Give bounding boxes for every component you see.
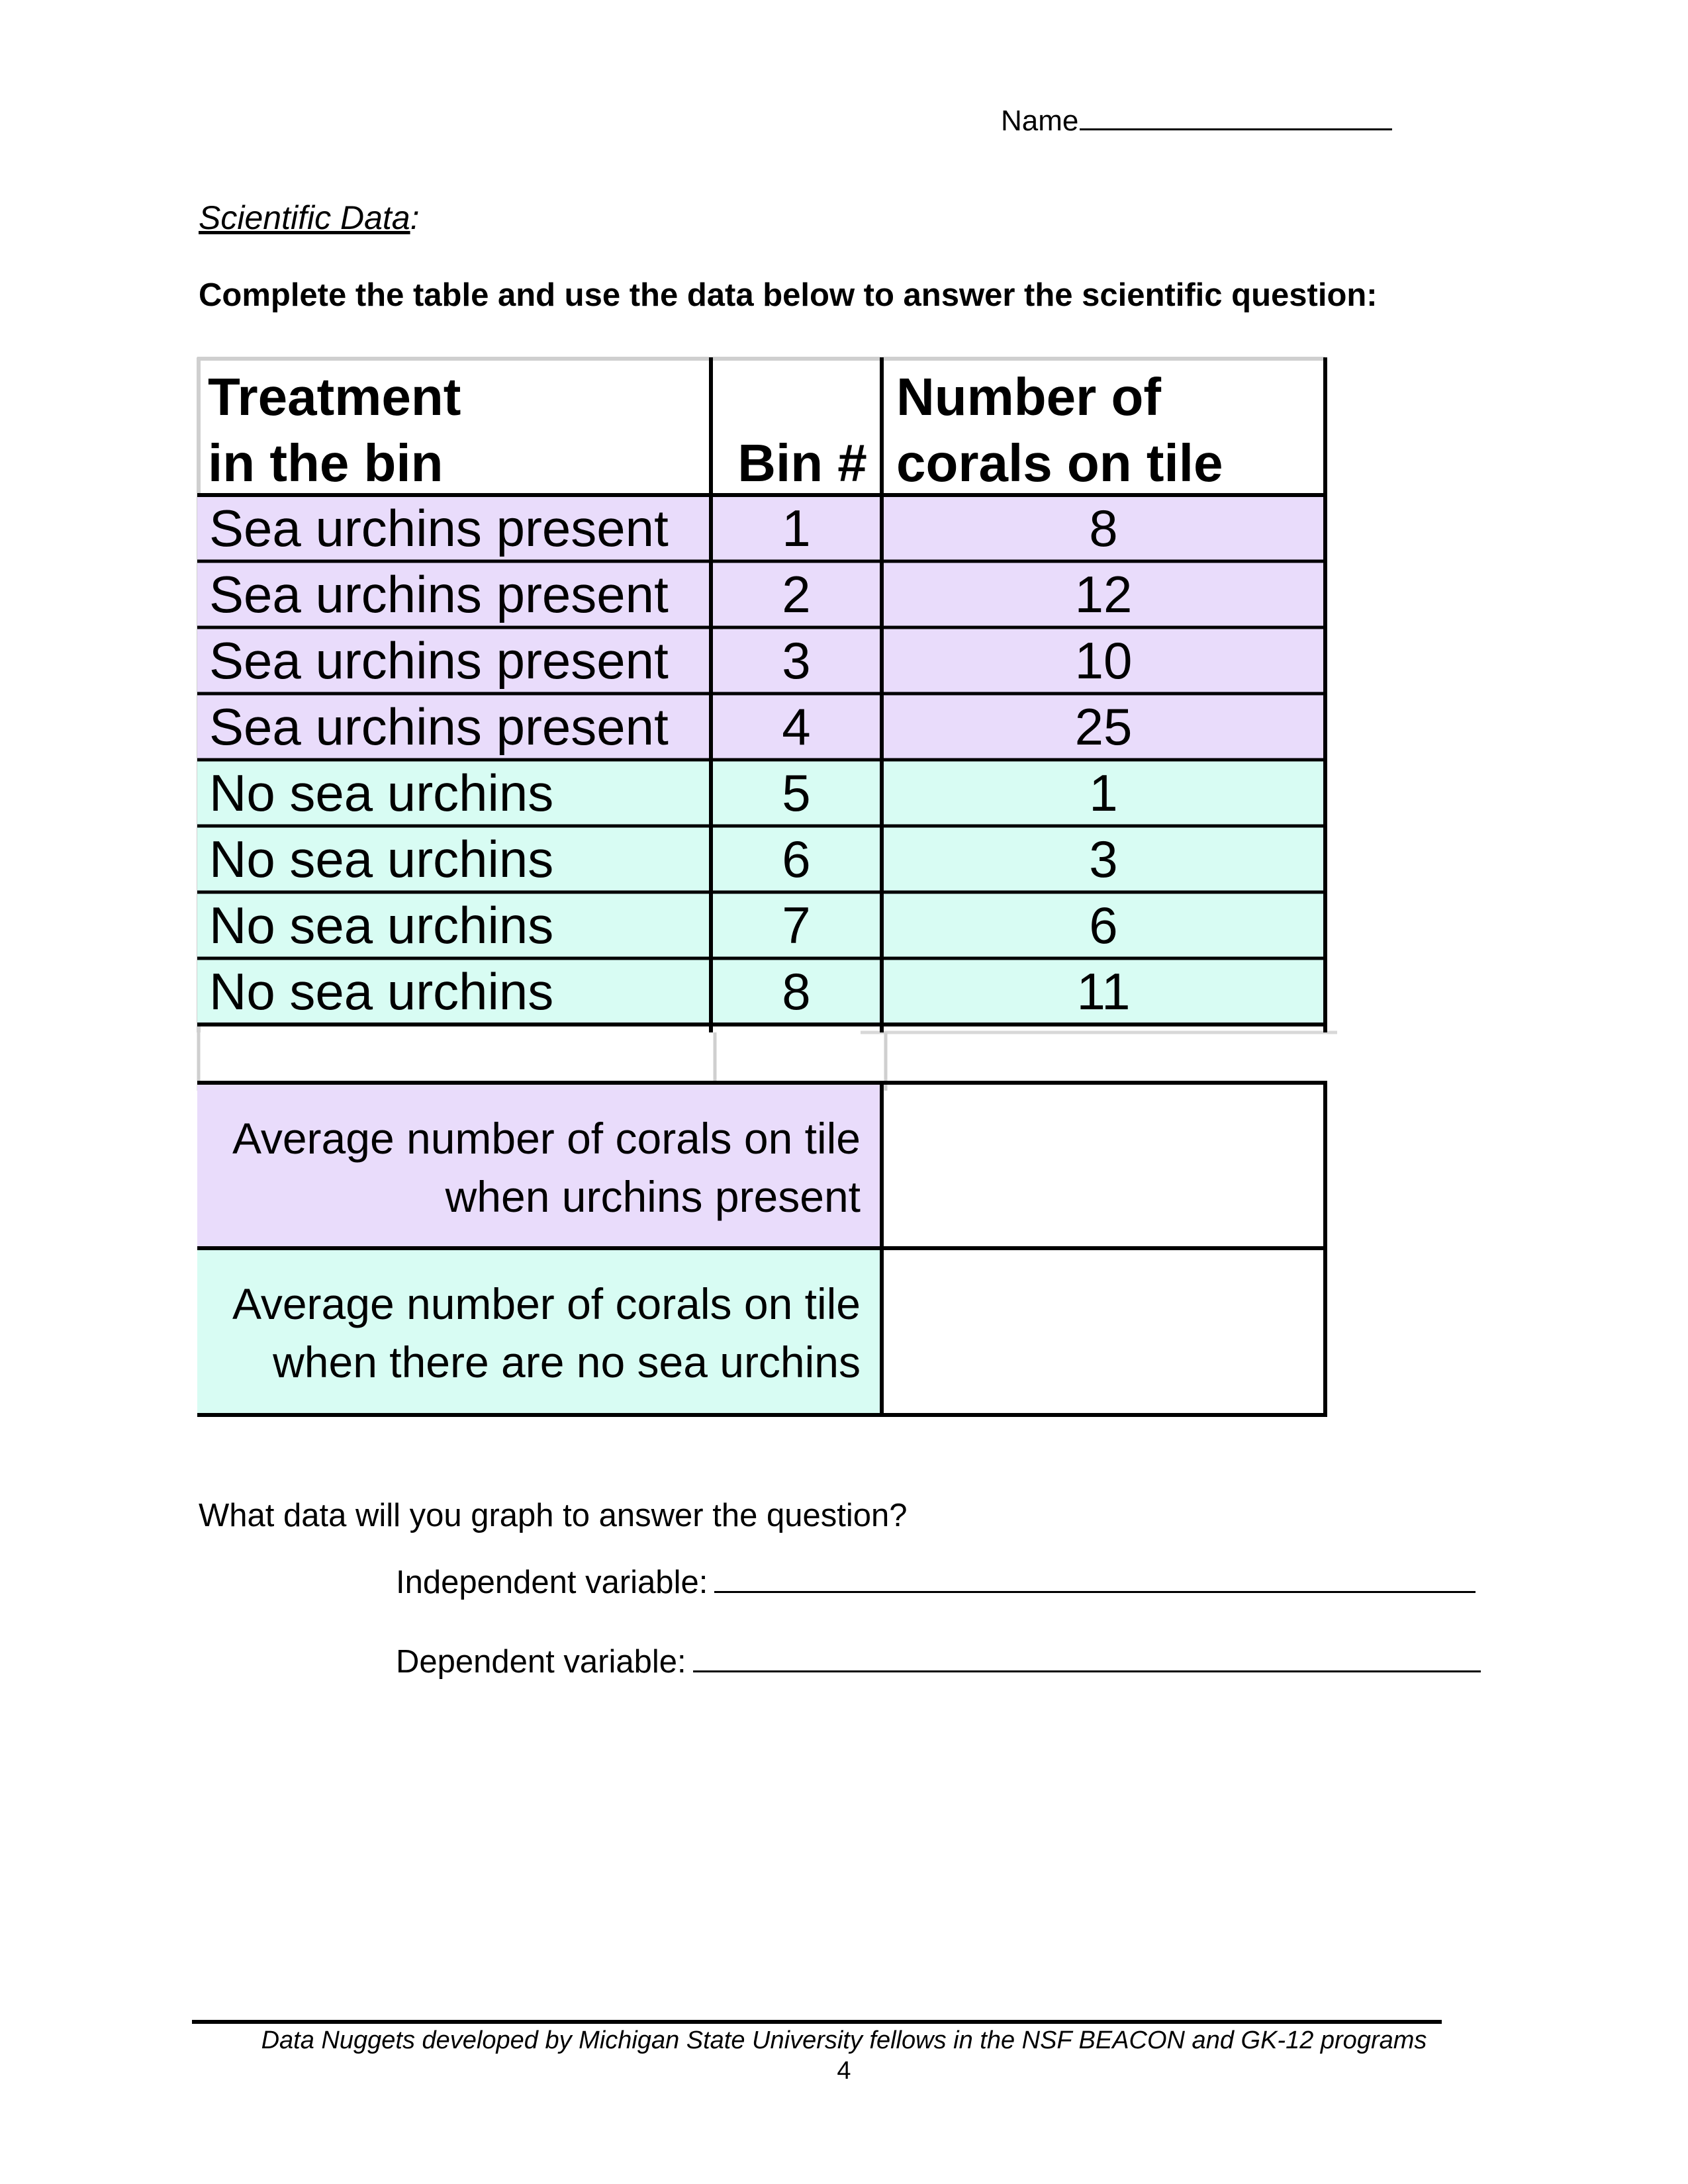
footer-rule: [192, 2020, 1442, 2024]
corals-cell: 25: [882, 694, 1325, 760]
bin-cell: 1: [711, 495, 882, 561]
corals-cell: 10: [882, 627, 1325, 694]
bin-cell: 3: [711, 627, 882, 694]
bin-cell: 7: [711, 892, 882, 958]
bin-cell: 2: [711, 561, 882, 627]
corals-cell: 11: [882, 958, 1325, 1024]
page-number: 4: [837, 2057, 851, 2085]
avg-present-line1: Average number of corals on tile: [232, 1114, 861, 1163]
treatment-cell: Sea urchins present: [197, 495, 711, 561]
name-field[interactable]: [1001, 103, 1392, 138]
instruction-text: Complete the table and use the data below to answer the scientific question:: [199, 277, 1378, 313]
treatment-cell: No sea urchins: [197, 760, 711, 826]
header-corals: Number of corals on tile: [896, 367, 1223, 492]
section-title: Scientific Data:: [199, 199, 420, 236]
avg-none-line2: when there are no sea urchins: [273, 1338, 861, 1387]
independent-variable-label: Independent variable:: [396, 1565, 708, 1600]
dependent-variable-label: Dependent variable:: [396, 1644, 686, 1680]
dependent-variable-field[interactable]: [396, 1641, 1481, 1680]
independent-variable-blank[interactable]: [714, 1562, 1476, 1593]
corals-cell: 8: [882, 495, 1325, 561]
treatment-cell: No sea urchins: [197, 826, 711, 892]
graph-question: What data will you graph to answer the question?: [199, 1498, 908, 1533]
bin-cell: 4: [711, 694, 882, 760]
independent-variable-field[interactable]: [396, 1562, 1476, 1601]
avg-present-answer-box[interactable]: [882, 1083, 1327, 1248]
treatment-cell: Sea urchins present: [197, 561, 711, 627]
avg-present-label-cell: [197, 1083, 882, 1248]
bin-cell: 6: [711, 826, 882, 892]
header-treatment: Treatment in the bin: [208, 367, 461, 492]
avg-none-line1: Average number of corals on tile: [232, 1279, 861, 1328]
treatment-cell: No sea urchins: [197, 892, 711, 958]
treatment-cell: Sea urchins present: [197, 627, 711, 694]
corals-cell: 1: [882, 760, 1325, 826]
footer-credit: Data Nuggets developed by Michigan State University fellows in the NSF BEACON and GK-12 programs: [261, 2026, 1427, 2054]
treatment-cell: No sea urchins: [197, 958, 711, 1024]
dependent-variable-blank[interactable]: [693, 1641, 1481, 1672]
name-blank-line: [1080, 103, 1392, 130]
corals-cell: 3: [882, 826, 1325, 892]
header-bin: Bin #: [737, 433, 867, 492]
name-label: Name: [1001, 105, 1079, 137]
corals-cell: 6: [882, 892, 1325, 958]
avg-none-answer-box[interactable]: [882, 1248, 1327, 1415]
corals-cell: 12: [882, 561, 1325, 627]
treatment-cell: Sea urchins present: [197, 694, 711, 760]
avg-present-line2: when urchins present: [445, 1172, 861, 1221]
bin-cell: 8: [711, 958, 882, 1024]
bin-cell: 5: [711, 760, 882, 826]
avg-none-label-cell: [197, 1248, 882, 1415]
